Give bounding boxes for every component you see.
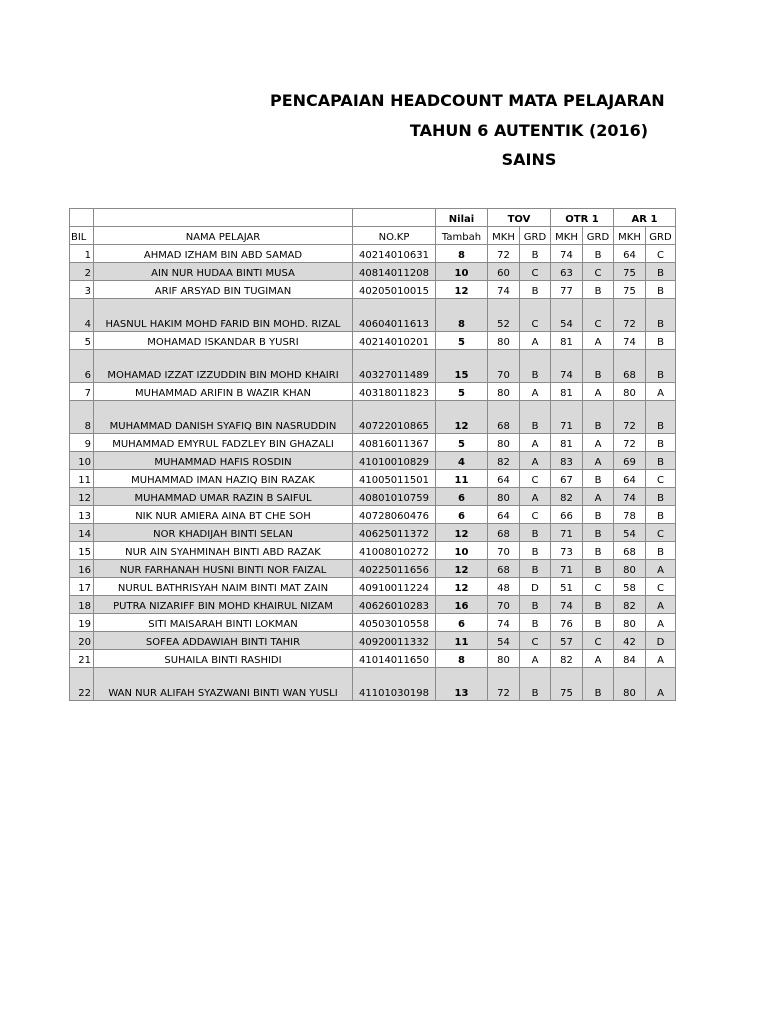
cell-otr-grd: A bbox=[583, 488, 614, 506]
cell-ar-grd: A bbox=[646, 383, 676, 401]
cell-nama: MUHAMMAD EMYRUL FADZLEY BIN GHAZALI bbox=[94, 434, 353, 452]
cell-otr-mkh: 51 bbox=[551, 578, 583, 596]
cell-otr-grd: B bbox=[583, 470, 614, 488]
cell-bil: 9 bbox=[70, 434, 94, 452]
cell-otr-grd: B bbox=[583, 614, 614, 632]
table-body bbox=[70, 245, 676, 701]
subject-title: SAINS bbox=[501, 150, 557, 169]
cell-tov-grd: B bbox=[520, 401, 551, 434]
table-row bbox=[70, 263, 676, 281]
cell-ar-mkh: 82 bbox=[614, 596, 646, 614]
cell-otr-grd: B bbox=[583, 401, 614, 434]
cell-otr-mkh: 66 bbox=[551, 506, 583, 524]
cell-nilai-tambah: 10 bbox=[436, 542, 488, 560]
header-otr-mkh: MKH bbox=[551, 227, 583, 245]
cell-ar-grd: B bbox=[646, 281, 676, 299]
cell-ar-grd: C bbox=[646, 578, 676, 596]
cell-tov-grd: A bbox=[520, 332, 551, 350]
cell-ar-grd: B bbox=[646, 542, 676, 560]
header-ar-grd: GRD bbox=[646, 227, 676, 245]
cell-ar-grd: A bbox=[646, 614, 676, 632]
table-row bbox=[70, 350, 676, 383]
cell-ar-grd: A bbox=[646, 650, 676, 668]
cell-bil: 11 bbox=[70, 470, 94, 488]
cell-nilai-tambah: 8 bbox=[436, 650, 488, 668]
header-row-top bbox=[70, 209, 676, 227]
cell-tov-mkh: 54 bbox=[488, 632, 520, 650]
cell-nokp: 40225011656 bbox=[353, 560, 436, 578]
cell-otr-mkh: 74 bbox=[551, 245, 583, 263]
cell-tov-grd: A bbox=[520, 383, 551, 401]
cell-bil: 3 bbox=[70, 281, 94, 299]
cell-nilai-tambah: 8 bbox=[436, 299, 488, 332]
cell-nilai-tambah: 5 bbox=[436, 383, 488, 401]
cell-bil: 21 bbox=[70, 650, 94, 668]
cell-otr-mkh: 71 bbox=[551, 560, 583, 578]
cell-bil: 6 bbox=[70, 350, 94, 383]
cell-nama: NURUL BATHRISYAH NAIM BINTI MAT ZAIN bbox=[94, 578, 353, 596]
cell-nokp: 41005011501 bbox=[353, 470, 436, 488]
header-ar1: AR 1 bbox=[614, 209, 676, 227]
cell-otr-mkh: 54 bbox=[551, 299, 583, 332]
cell-bil: 2 bbox=[70, 263, 94, 281]
cell-nama: HASNUL HAKIM MOHD FARID BIN MOHD. RIZAL bbox=[94, 299, 353, 332]
cell-nilai-tambah: 5 bbox=[436, 332, 488, 350]
cell-otr-mkh: 73 bbox=[551, 542, 583, 560]
header-bil: BIL bbox=[70, 227, 94, 245]
cell-bil: 13 bbox=[70, 506, 94, 524]
cell-nokp: 40626010283 bbox=[353, 596, 436, 614]
cell-nilai-tambah: 10 bbox=[436, 263, 488, 281]
cell-ar-mkh: 64 bbox=[614, 245, 646, 263]
cell-nokp: 40318011823 bbox=[353, 383, 436, 401]
header-tov: TOV bbox=[488, 209, 551, 227]
cell-bil: 10 bbox=[70, 452, 94, 470]
cell-nama: MUHAMMAD UMAR RAZIN B SAIFUL bbox=[94, 488, 353, 506]
cell-otr-grd: A bbox=[583, 383, 614, 401]
header-ar-mkh: MKH bbox=[614, 227, 646, 245]
cell-nama: ARIF ARSYAD BIN TUGIMAN bbox=[94, 281, 353, 299]
cell-ar-mkh: 80 bbox=[614, 383, 646, 401]
cell-tov-mkh: 80 bbox=[488, 650, 520, 668]
cell-nama: WAN NUR ALIFAH SYAZWANI BINTI WAN YUSLI bbox=[94, 668, 353, 701]
cell-bil: 8 bbox=[70, 401, 94, 434]
page-subtitle: TAHUN 6 AUTENTIK (2016) bbox=[409, 121, 649, 140]
cell-ar-mkh: 74 bbox=[614, 332, 646, 350]
cell-otr-grd: B bbox=[583, 560, 614, 578]
cell-otr-mkh: 75 bbox=[551, 668, 583, 701]
cell-nama: MOHAMAD ISKANDAR B YUSRI bbox=[94, 332, 353, 350]
cell-otr-grd: A bbox=[583, 332, 614, 350]
cell-ar-grd: B bbox=[646, 401, 676, 434]
cell-nilai-tambah: 12 bbox=[436, 524, 488, 542]
cell-nilai-tambah: 12 bbox=[436, 560, 488, 578]
cell-nama: MUHAMMAD DANISH SYAFIQ BIN NASRUDDIN bbox=[94, 401, 353, 434]
cell-ar-mkh: 75 bbox=[614, 281, 646, 299]
cell-nokp: 40205010015 bbox=[353, 281, 436, 299]
cell-nokp: 40910011224 bbox=[353, 578, 436, 596]
header-tov-grd: GRD bbox=[520, 227, 551, 245]
cell-ar-mkh: 84 bbox=[614, 650, 646, 668]
cell-otr-mkh: 57 bbox=[551, 632, 583, 650]
cell-ar-grd: B bbox=[646, 452, 676, 470]
cell-otr-mkh: 74 bbox=[551, 350, 583, 383]
cell-bil: 14 bbox=[70, 524, 94, 542]
table-row bbox=[70, 632, 676, 650]
cell-tov-mkh: 48 bbox=[488, 578, 520, 596]
table-row bbox=[70, 506, 676, 524]
cell-bil: 20 bbox=[70, 632, 94, 650]
cell-nokp: 41010010829 bbox=[353, 452, 436, 470]
cell-otr-mkh: 63 bbox=[551, 263, 583, 281]
cell-nokp: 41014011650 bbox=[353, 650, 436, 668]
cell-bil: 17 bbox=[70, 578, 94, 596]
cell-ar-grd: A bbox=[646, 668, 676, 701]
cell-nama: NUR FARHANAH HUSNI BINTI NOR FAIZAL bbox=[94, 560, 353, 578]
cell-bil: 15 bbox=[70, 542, 94, 560]
cell-nama: NIK NUR AMIERA AINA BT CHE SOH bbox=[94, 506, 353, 524]
cell-nilai-tambah: 13 bbox=[436, 668, 488, 701]
cell-tov-mkh: 72 bbox=[488, 668, 520, 701]
table-row bbox=[70, 560, 676, 578]
cell-nokp: 40503010558 bbox=[353, 614, 436, 632]
cell-otr-grd: C bbox=[583, 263, 614, 281]
cell-nilai-tambah: 6 bbox=[436, 488, 488, 506]
header-otr-grd: GRD bbox=[583, 227, 614, 245]
cell-nilai-tambah: 11 bbox=[436, 632, 488, 650]
cell-ar-mkh: 68 bbox=[614, 542, 646, 560]
cell-tov-grd: B bbox=[520, 524, 551, 542]
cell-tov-mkh: 80 bbox=[488, 332, 520, 350]
cell-ar-grd: B bbox=[646, 506, 676, 524]
cell-nokp: 40801010759 bbox=[353, 488, 436, 506]
cell-tov-mkh: 68 bbox=[488, 560, 520, 578]
cell-tov-mkh: 72 bbox=[488, 245, 520, 263]
cell-bil: 4 bbox=[70, 299, 94, 332]
header-nama-top bbox=[94, 209, 353, 227]
table-row bbox=[70, 383, 676, 401]
cell-otr-mkh: 81 bbox=[551, 383, 583, 401]
cell-tov-mkh: 60 bbox=[488, 263, 520, 281]
cell-ar-mkh: 69 bbox=[614, 452, 646, 470]
cell-nilai-tambah: 15 bbox=[436, 350, 488, 383]
header-bil-top bbox=[70, 209, 94, 227]
table-row bbox=[70, 245, 676, 263]
cell-tov-grd: B bbox=[520, 350, 551, 383]
cell-bil: 1 bbox=[70, 245, 94, 263]
cell-tov-grd: B bbox=[520, 668, 551, 701]
cell-otr-mkh: 67 bbox=[551, 470, 583, 488]
cell-otr-grd: B bbox=[583, 350, 614, 383]
cell-nama: MUHAMMAD HAFIS ROSDIN bbox=[94, 452, 353, 470]
cell-nokp: 40814011208 bbox=[353, 263, 436, 281]
cell-ar-mkh: 72 bbox=[614, 299, 646, 332]
headcount-table bbox=[69, 208, 676, 701]
cell-nilai-tambah: 4 bbox=[436, 452, 488, 470]
cell-tov-mkh: 70 bbox=[488, 596, 520, 614]
cell-nama: NUR AIN SYAHMINAH BINTI ABD RAZAK bbox=[94, 542, 353, 560]
cell-otr-grd: C bbox=[583, 578, 614, 596]
header-otr1: OTR 1 bbox=[551, 209, 614, 227]
cell-ar-grd: C bbox=[646, 524, 676, 542]
cell-nokp: 40625011372 bbox=[353, 524, 436, 542]
cell-otr-grd: B bbox=[583, 506, 614, 524]
cell-otr-grd: B bbox=[583, 668, 614, 701]
cell-tov-grd: D bbox=[520, 578, 551, 596]
cell-otr-grd: B bbox=[583, 596, 614, 614]
cell-ar-mkh: 42 bbox=[614, 632, 646, 650]
cell-nilai-tambah: 6 bbox=[436, 506, 488, 524]
cell-tov-mkh: 80 bbox=[488, 383, 520, 401]
cell-nilai-tambah: 11 bbox=[436, 470, 488, 488]
cell-ar-grd: A bbox=[646, 596, 676, 614]
cell-otr-mkh: 74 bbox=[551, 596, 583, 614]
cell-otr-grd: A bbox=[583, 650, 614, 668]
cell-bil: 22 bbox=[70, 668, 94, 701]
header-nokp-top bbox=[353, 209, 436, 227]
cell-nama: NOR KHADIJAH BINTI SELAN bbox=[94, 524, 353, 542]
cell-otr-grd: B bbox=[583, 281, 614, 299]
cell-nilai-tambah: 8 bbox=[436, 245, 488, 263]
cell-nilai-tambah: 12 bbox=[436, 578, 488, 596]
cell-bil: 18 bbox=[70, 596, 94, 614]
cell-ar-grd: B bbox=[646, 488, 676, 506]
cell-nokp: 40722010865 bbox=[353, 401, 436, 434]
cell-otr-mkh: 83 bbox=[551, 452, 583, 470]
cell-bil: 16 bbox=[70, 560, 94, 578]
table-row bbox=[70, 524, 676, 542]
cell-otr-grd: A bbox=[583, 452, 614, 470]
cell-bil: 5 bbox=[70, 332, 94, 350]
cell-tov-grd: C bbox=[520, 632, 551, 650]
cell-otr-mkh: 81 bbox=[551, 434, 583, 452]
cell-nama: PUTRA NIZARIFF BIN MOHD KHAIRUL NIZAM bbox=[94, 596, 353, 614]
cell-tov-grd: B bbox=[520, 281, 551, 299]
cell-ar-mkh: 64 bbox=[614, 470, 646, 488]
header-nokp: NO.KP bbox=[353, 227, 436, 245]
cell-nama: MOHAMAD IZZAT IZZUDDIN BIN MOHD KHAIRI bbox=[94, 350, 353, 383]
cell-nokp: 40604011613 bbox=[353, 299, 436, 332]
table-row bbox=[70, 578, 676, 596]
cell-ar-mkh: 80 bbox=[614, 614, 646, 632]
cell-tov-mkh: 80 bbox=[488, 434, 520, 452]
cell-tov-mkh: 82 bbox=[488, 452, 520, 470]
cell-ar-mkh: 68 bbox=[614, 350, 646, 383]
cell-ar-grd: D bbox=[646, 632, 676, 650]
table-row bbox=[70, 668, 676, 701]
cell-tov-grd: A bbox=[520, 434, 551, 452]
cell-tov-mkh: 70 bbox=[488, 542, 520, 560]
cell-ar-mkh: 80 bbox=[614, 668, 646, 701]
cell-ar-mkh: 78 bbox=[614, 506, 646, 524]
table-row bbox=[70, 542, 676, 560]
cell-nokp: 40816011367 bbox=[353, 434, 436, 452]
cell-tov-grd: A bbox=[520, 488, 551, 506]
cell-otr-grd: B bbox=[583, 245, 614, 263]
cell-nilai-tambah: 12 bbox=[436, 401, 488, 434]
cell-tov-mkh: 68 bbox=[488, 524, 520, 542]
cell-ar-grd: B bbox=[646, 434, 676, 452]
cell-ar-mkh: 72 bbox=[614, 434, 646, 452]
table-row bbox=[70, 596, 676, 614]
cell-nama: MUHAMMAD IMAN HAZIQ BIN RAZAK bbox=[94, 470, 353, 488]
cell-tov-grd: B bbox=[520, 560, 551, 578]
cell-tov-grd: C bbox=[520, 506, 551, 524]
cell-nilai-tambah: 6 bbox=[436, 614, 488, 632]
table-row bbox=[70, 650, 676, 668]
header-nama: NAMA PELAJAR bbox=[94, 227, 353, 245]
cell-nilai-tambah: 16 bbox=[436, 596, 488, 614]
cell-tov-mkh: 64 bbox=[488, 506, 520, 524]
cell-otr-grd: B bbox=[583, 524, 614, 542]
header-nilai-top: Nilai bbox=[436, 209, 488, 227]
cell-nokp: 40728060476 bbox=[353, 506, 436, 524]
cell-bil: 19 bbox=[70, 614, 94, 632]
cell-tov-grd: A bbox=[520, 650, 551, 668]
cell-nama: SITI MAISARAH BINTI LOKMAN bbox=[94, 614, 353, 632]
cell-otr-mkh: 77 bbox=[551, 281, 583, 299]
cell-tov-grd: B bbox=[520, 245, 551, 263]
cell-ar-mkh: 72 bbox=[614, 401, 646, 434]
cell-ar-mkh: 58 bbox=[614, 578, 646, 596]
cell-nokp: 41008010272 bbox=[353, 542, 436, 560]
page-title: PENCAPAIAN HEADCOUNT MATA PELAJARAN bbox=[270, 91, 665, 110]
cell-tov-grd: B bbox=[520, 614, 551, 632]
cell-ar-mkh: 75 bbox=[614, 263, 646, 281]
cell-nokp: 40920011332 bbox=[353, 632, 436, 650]
cell-tov-grd: C bbox=[520, 263, 551, 281]
cell-tov-mkh: 68 bbox=[488, 401, 520, 434]
cell-otr-grd: A bbox=[583, 434, 614, 452]
cell-otr-mkh: 71 bbox=[551, 524, 583, 542]
cell-ar-grd: C bbox=[646, 245, 676, 263]
table-row bbox=[70, 281, 676, 299]
cell-otr-grd: B bbox=[583, 542, 614, 560]
cell-ar-grd: A bbox=[646, 560, 676, 578]
table-row bbox=[70, 488, 676, 506]
cell-otr-grd: C bbox=[583, 632, 614, 650]
cell-nilai-tambah: 12 bbox=[436, 281, 488, 299]
cell-tov-mkh: 74 bbox=[488, 281, 520, 299]
cell-bil: 12 bbox=[70, 488, 94, 506]
cell-ar-grd: B bbox=[646, 350, 676, 383]
cell-ar-mkh: 74 bbox=[614, 488, 646, 506]
cell-tov-grd: A bbox=[520, 452, 551, 470]
cell-tov-mkh: 52 bbox=[488, 299, 520, 332]
cell-bil: 7 bbox=[70, 383, 94, 401]
cell-otr-mkh: 81 bbox=[551, 332, 583, 350]
table-row bbox=[70, 452, 676, 470]
cell-ar-mkh: 54 bbox=[614, 524, 646, 542]
cell-tov-grd: B bbox=[520, 542, 551, 560]
cell-tov-mkh: 80 bbox=[488, 488, 520, 506]
cell-ar-grd: B bbox=[646, 263, 676, 281]
cell-tov-grd: C bbox=[520, 470, 551, 488]
header-tov-mkh: MKH bbox=[488, 227, 520, 245]
table-row bbox=[70, 332, 676, 350]
cell-otr-mkh: 71 bbox=[551, 401, 583, 434]
cell-tov-mkh: 74 bbox=[488, 614, 520, 632]
cell-nokp: 40214010201 bbox=[353, 332, 436, 350]
table-row bbox=[70, 434, 676, 452]
cell-tov-grd: B bbox=[520, 596, 551, 614]
cell-otr-mkh: 82 bbox=[551, 488, 583, 506]
table-row bbox=[70, 299, 676, 332]
table-row bbox=[70, 470, 676, 488]
cell-nokp: 40214010631 bbox=[353, 245, 436, 263]
cell-ar-grd: B bbox=[646, 299, 676, 332]
cell-ar-grd: C bbox=[646, 470, 676, 488]
cell-otr-mkh: 82 bbox=[551, 650, 583, 668]
table-row bbox=[70, 614, 676, 632]
header-nilai-bottom: Tambah bbox=[436, 227, 488, 245]
cell-otr-mkh: 76 bbox=[551, 614, 583, 632]
cell-nokp: 41101030198 bbox=[353, 668, 436, 701]
cell-tov-grd: C bbox=[520, 299, 551, 332]
cell-tov-mkh: 64 bbox=[488, 470, 520, 488]
cell-nama: AIN NUR HUDAA BINTI MUSA bbox=[94, 263, 353, 281]
cell-nama: MUHAMMAD ARIFIN B WAZIR KHAN bbox=[94, 383, 353, 401]
cell-tov-mkh: 70 bbox=[488, 350, 520, 383]
cell-nilai-tambah: 5 bbox=[436, 434, 488, 452]
cell-nama: SUHAILA BINTI RASHIDI bbox=[94, 650, 353, 668]
cell-nokp: 40327011489 bbox=[353, 350, 436, 383]
cell-nama: AHMAD IZHAM BIN ABD SAMAD bbox=[94, 245, 353, 263]
table-row bbox=[70, 401, 676, 434]
cell-ar-grd: B bbox=[646, 332, 676, 350]
cell-nama: SOFEA ADDAWIAH BINTI TAHIR bbox=[94, 632, 353, 650]
header-row-bottom bbox=[70, 227, 676, 245]
cell-otr-grd: C bbox=[583, 299, 614, 332]
cell-ar-mkh: 80 bbox=[614, 560, 646, 578]
